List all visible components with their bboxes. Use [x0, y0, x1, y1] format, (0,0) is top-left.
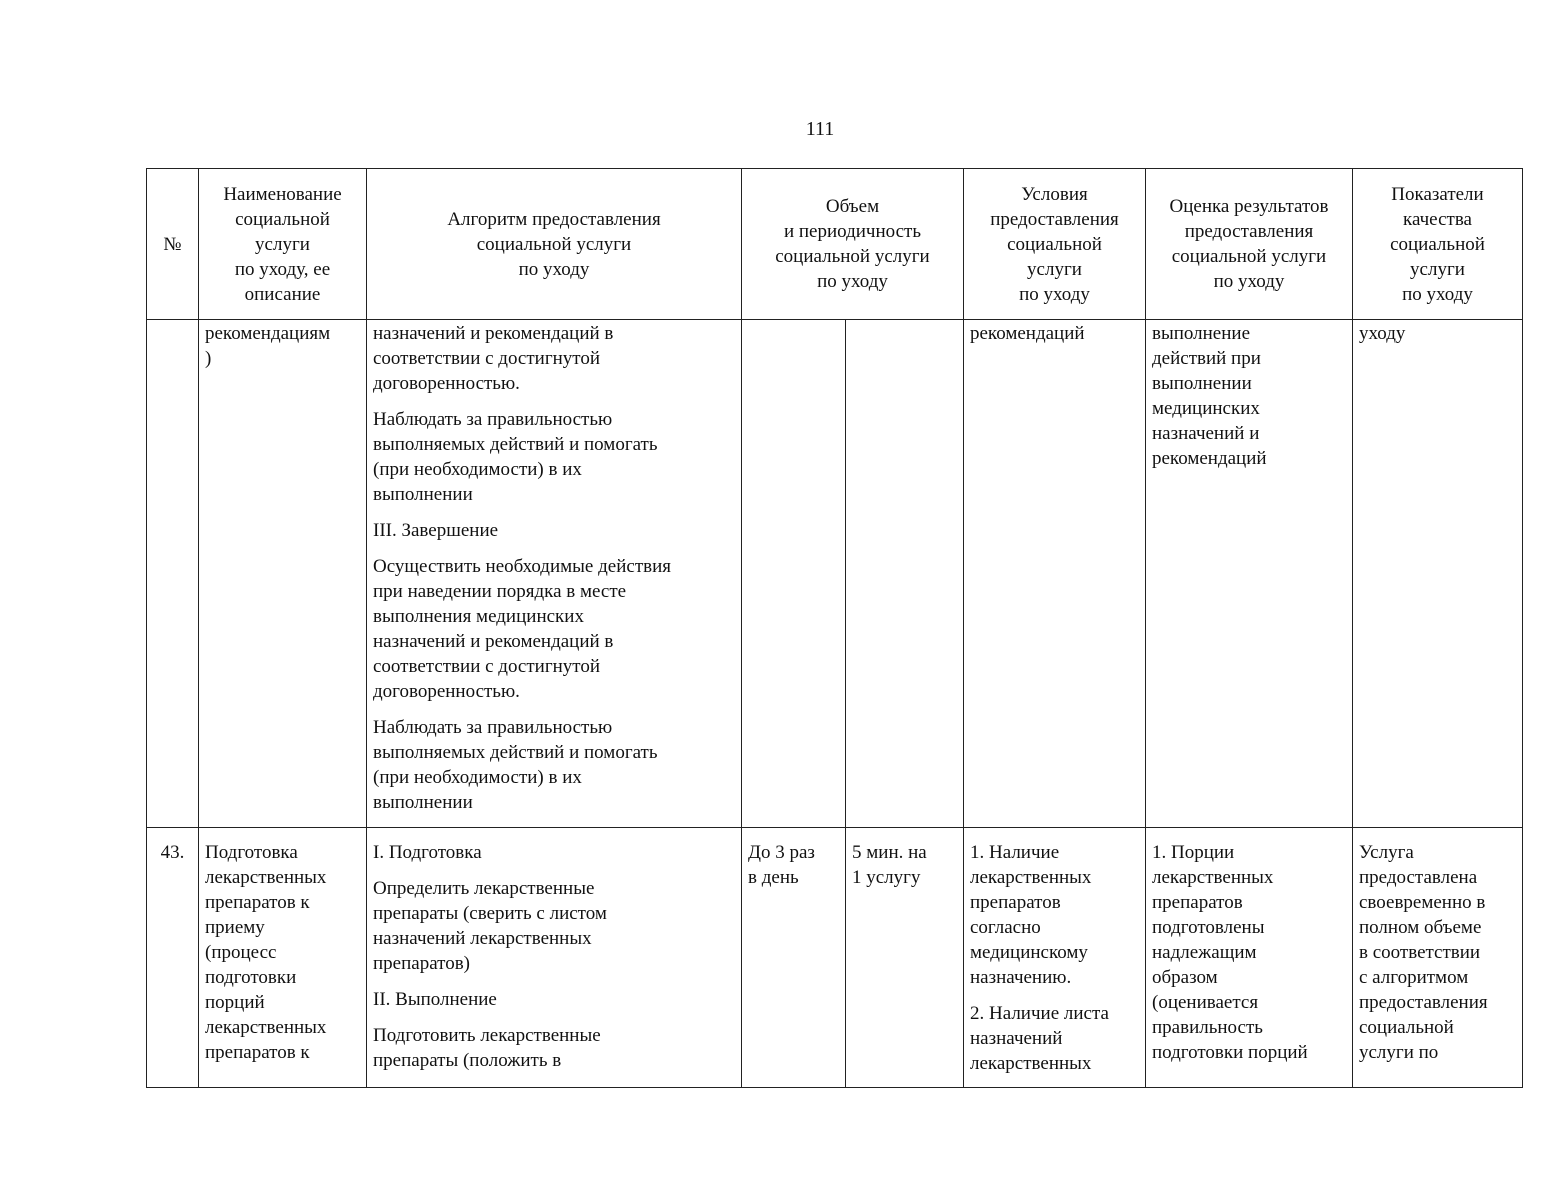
- header-service-name: Наименование социальной услуги по уходу, ее описание: [199, 169, 367, 320]
- header-algorithm: Алгоритм предоставления социальной услуги по уходу: [367, 169, 742, 320]
- cell-service-name: рекомендациям ): [199, 320, 367, 828]
- header-quality: Показатели качества социальной услуги по уходу: [1353, 169, 1523, 320]
- cell-evaluation: 1. Порции лекарственных препаратов подготовлены надлежащим образом (оценивается правильность подготовки порций: [1146, 828, 1353, 1088]
- algorithm-paragraph: III. Завершение: [373, 520, 499, 541]
- conditions-paragraph: 2. Наличие листа назначений лекарственных: [970, 1003, 1109, 1074]
- header-number: №: [147, 169, 199, 320]
- cell-volume-amount: [846, 320, 964, 828]
- header-volume: Объем и периодичность социальной услуги по уходу: [742, 169, 964, 320]
- table-row-43: [147, 828, 1523, 1088]
- conditions-paragraph: 1. Наличие лекарственных препаратов согласно медицинскому назначению.: [970, 842, 1092, 988]
- algorithm-paragraph: Подготовить лекарственные препараты (положить в: [373, 1025, 601, 1071]
- table-row-continuation: [147, 320, 1523, 828]
- cell-number: [147, 320, 199, 828]
- algorithm-paragraph: Определить лекарственные препараты (сверить с листом назначений лекарственных препаратов): [373, 878, 607, 974]
- algorithm-paragraph: II. Выполнение: [373, 989, 497, 1010]
- algorithm-paragraph: I. Подготовка: [373, 842, 482, 863]
- cell-algorithm: [367, 828, 742, 1088]
- algorithm-paragraph: Наблюдать за правильностью выполняемых действий и помогать (при необходимости) в их выполнении: [373, 409, 658, 505]
- cell-quality: уходу: [1353, 320, 1523, 828]
- cell-service-name: Подготовка лекарственных препаратов к приему (процесс подготовки порций лекарственных препаратов к: [199, 828, 367, 1088]
- cell-volume-amount: 5 мин. на 1 услугу: [846, 828, 964, 1088]
- cell-conditions: рекомендаций: [964, 320, 1146, 828]
- algorithm-paragraph: Наблюдать за правильностью выполняемых действий и помогать (при необходимости) в их выполнении: [373, 717, 658, 813]
- header-evaluation: Оценка результатов предоставления социальной услуги по уходу: [1146, 169, 1353, 320]
- cell-volume-frequency: [742, 320, 846, 828]
- services-table: [146, 168, 1523, 1088]
- algorithm-paragraph: назначений и рекомендаций в соответствии с достигнутой договоренностью.: [373, 323, 614, 394]
- cell-evaluation: выполнение действий при выполнении медицинских назначений и рекомендаций: [1146, 320, 1353, 828]
- page-number: 111: [805, 118, 835, 140]
- cell-conditions: [964, 828, 1146, 1088]
- cell-volume-frequency: До 3 раз в день: [742, 828, 846, 1088]
- cell-number: 43.: [147, 828, 199, 1088]
- algorithm-paragraph: Осуществить необходимые действия при наведении порядка в месте выполнения медицинских назначений и рекомендаций в соответствии с достигнутой договоренностью.: [373, 556, 671, 702]
- table-header-row: [147, 169, 1523, 320]
- cell-algorithm: [367, 320, 742, 828]
- header-conditions: Условия предоставления социальной услуги по уходу: [964, 169, 1146, 320]
- cell-quality: Услуга предоставлена своевременно в полном объеме в соответствии с алгоритмом предоставления социальной услуги по: [1353, 828, 1523, 1088]
